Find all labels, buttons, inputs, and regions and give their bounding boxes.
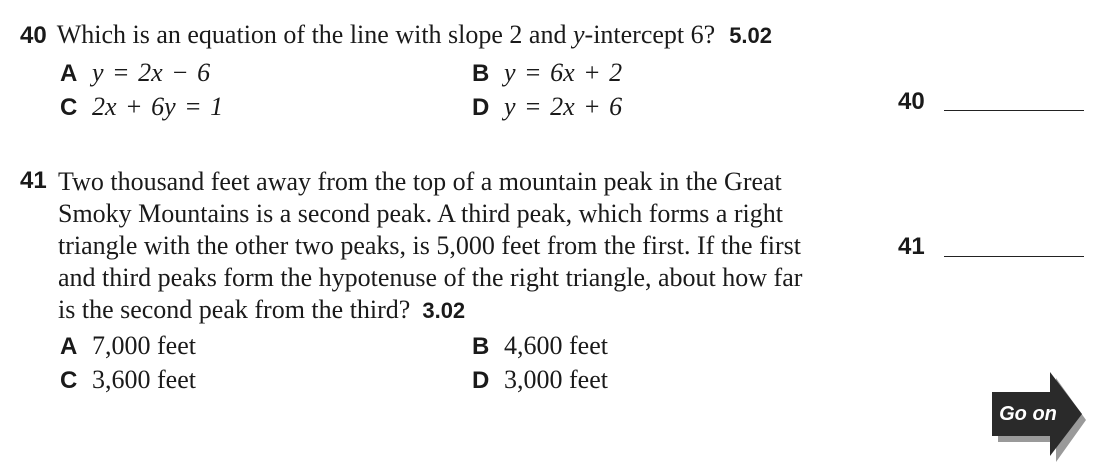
question-text-line: Smoky Mountains is a second peak. A third peak, which forms a right [58,199,784,228]
question-text-part: Which is an equation of the line with slope 2 and [56,20,573,49]
answer-choice-a[interactable] [60,331,196,361]
choice-letter: C [60,94,78,121]
question-number: 41 [20,167,47,194]
choice-text: 4,600 feet [504,331,608,360]
question-number: 40 [20,22,47,49]
go-on-button[interactable] [990,370,1090,464]
answer-number-label: 40 [898,88,925,115]
choice-letter: C [60,367,78,394]
answer-choice-b[interactable] [472,331,608,361]
choice-letter: A [60,333,78,360]
go-on-label: Go on [999,403,1057,425]
answer-choice-a[interactable] [60,58,210,88]
question-text [57,20,715,49]
question-text-line-last [58,294,802,327]
answer-choice-c[interactable] [60,92,223,122]
choice-text: 7,000 feet [92,331,196,360]
answer-choice-b[interactable] [472,58,622,88]
choice-letter: B [472,60,490,87]
choice-letter: A [60,60,78,87]
question-text-line: and third peaks form the hypotenuse of the right triangle, about how far [58,263,803,292]
choice-text: 3,600 feet [92,365,196,394]
question-text-line: is the second peak from the third? [58,295,411,324]
choice-letter: D [472,367,490,394]
question-text-part: -intercept 6? [584,20,716,49]
choice-equation: y = 2x − 6 [92,58,211,87]
question-text-line: triangle with the other two peaks, is 5,000 feet from the first. If the first [58,231,801,260]
choice-equation: 2x + 6y = 1 [92,92,224,121]
answer-choice-d[interactable] [472,365,608,395]
right-arrow-icon [990,370,1090,464]
answer-choice-d[interactable] [472,92,622,122]
objective-code: 3.02 [422,298,466,323]
variable-y: y [572,20,585,49]
choice-letter: D [472,94,490,121]
choice-text: 3,000 feet [504,365,608,394]
answer-number-label: 41 [898,233,925,260]
answer-blank[interactable] [944,110,1084,111]
question-text-line: Two thousand feet away from the top of a mountain peak in the Great [58,167,782,196]
choice-equation: y = 2x + 6 [504,92,623,121]
choice-equation: y = 6x + 2 [504,58,623,87]
question-41-text [58,166,802,327]
choice-letter: B [472,333,490,360]
question-41-number [20,167,47,195]
objective-code: 5.02 [729,23,773,48]
answer-blank[interactable] [944,256,1084,257]
answer-choice-c[interactable] [60,365,196,395]
question-40 [20,20,772,50]
